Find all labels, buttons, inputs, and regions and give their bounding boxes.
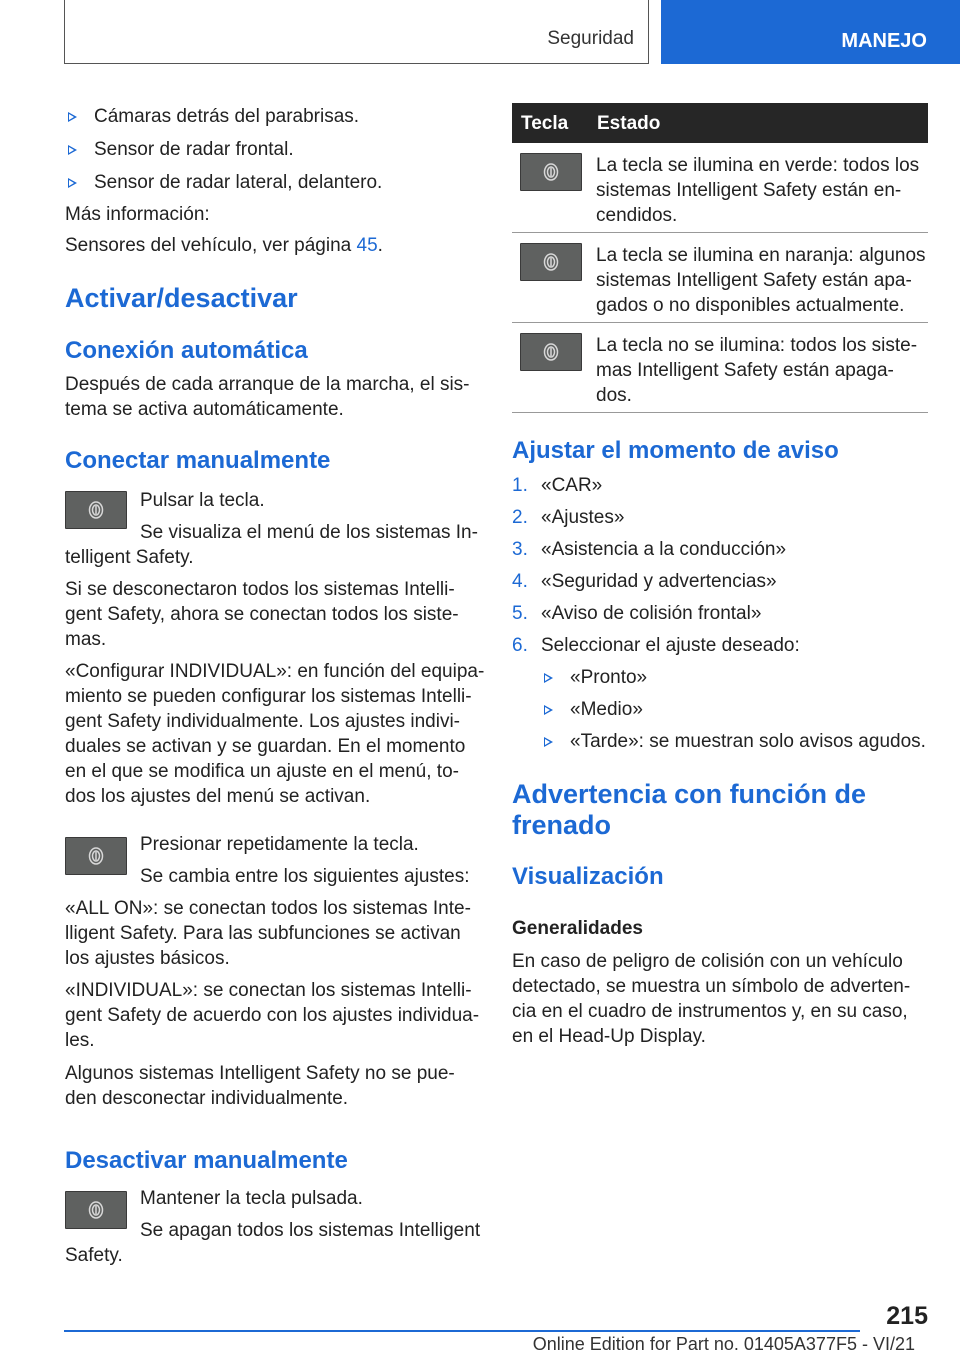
bullet-item: Cámaras detrás del parabrisas. [65, 104, 359, 129]
table-cell-state: La tecla no se ilumina: todos los siste- mas Intelligent Safety están apaga- dos. [596, 335, 918, 406]
more-info-text: Sensores del vehículo, ver página 45. [65, 235, 383, 256]
heading-conectar: Conectar manualmente [65, 447, 331, 474]
key-step-text: Presionar repetidamente la tecla. [140, 834, 419, 855]
triangle-bullet-icon [544, 705, 553, 715]
key-step-text: Safety. [65, 1245, 123, 1266]
conexion-paragraph: Después de cada arranque de la marcha, el sis- tema se activa automáticamente. [65, 374, 470, 420]
paragraph-disconnected: Si se desconectaron todos los sistemas Intelli- gent Safety, ahora se conectan todos los siste- mas. [65, 579, 459, 650]
bullet-item: Sensor de radar frontal. [65, 137, 294, 162]
heading-advertencia: Advertencia con función de frenado [512, 779, 867, 840]
footer-divider [64, 1330, 860, 1332]
sub-list-item: «Medio» [541, 697, 643, 722]
page-number: 215 [886, 1302, 928, 1330]
key-step-text: Mantener la tecla pulsada. [140, 1188, 363, 1209]
heading-conexion: Conexión automática [65, 337, 308, 364]
table-cell-state: La tecla se ilumina en verde: todos los sistemas Intelligent Safety están en- cendidos. [596, 155, 920, 226]
key-instruction-connect [65, 488, 480, 568]
table-row [512, 323, 928, 413]
intelligent-safety-key-icon [65, 491, 127, 529]
table-header-col2: Estado [597, 113, 661, 134]
key-step-text: Se cambia entre los siguientes ajustes: [140, 866, 470, 887]
heading-visualizacion: Visualización [512, 863, 664, 890]
table-header [512, 103, 928, 143]
triangle-bullet-icon [68, 178, 77, 188]
header-frame [64, 0, 649, 64]
triangle-bullet-icon [68, 145, 77, 155]
paragraph-algunos: Algunos sistemas Intelligent Safety no se pue- den desconectar individualmente. [65, 1063, 455, 1109]
table-header-col1: Tecla [521, 113, 569, 134]
key-instruction-press [65, 832, 480, 892]
header-section-title: Seguridad [547, 28, 634, 49]
paragraph-configurar: «Configurar INDIVIDUAL»: en función del equipa- miento se pueden configurar los sistemas Intelli- gent Safety individualmente. Los ajustes indivi- duales se activan y se guardan. En el momento en el que se modifica un ajuste en el menú, to- dos los ajustes del menú se activan. [65, 661, 485, 807]
table-cell-state: La tecla se ilumina en naranja: algunos sistemas Intelligent Safety están apa- gados o no disponibles actualmente. [596, 245, 926, 316]
intelligent-safety-key-icon [65, 837, 127, 875]
heading-activar: Activar/desactivar [65, 283, 298, 313]
intelligent-safety-key-icon [520, 333, 582, 371]
triangle-bullet-icon [544, 737, 553, 747]
heading-ajustar: Ajustar el momento de aviso [512, 437, 839, 464]
intelligent-safety-key-icon [520, 153, 582, 191]
intelligent-safety-key-icon [65, 1191, 127, 1229]
paragraph-individual: «INDIVIDUAL»: se conectan los sistemas Intelli- gent Safety de acuerdo con los ajustes individua- les. [65, 980, 480, 1051]
heading-desactivar: Desactivar manualmente [65, 1147, 348, 1174]
bullet-item: Sensor de radar lateral, delantero. [65, 170, 382, 195]
triangle-bullet-icon [68, 112, 77, 122]
key-step-text: Pulsar la tecla. [140, 490, 265, 511]
header-chapter-tab [661, 0, 960, 64]
key-instruction-hold [65, 1186, 480, 1266]
table-row [512, 143, 928, 233]
paragraph-generalidades: En caso de peligro de colisión con un vehículo detectado, se muestra un símbolo de adverten- cia en el cuadro de instrumentos y, en su caso, en el Head-Up Display. [512, 951, 911, 1047]
more-info-label: Más información: [65, 204, 210, 225]
table-row [512, 233, 928, 323]
intelligent-safety-key-icon [520, 243, 582, 281]
triangle-bullet-icon [544, 673, 553, 683]
page-link[interactable]: 45 [356, 235, 378, 256]
key-step-text: telligent Safety. [65, 547, 194, 568]
paragraph-allon: «ALL ON»: se conectan todos los sistemas Inte- lligent Safety. Para las subfunciones se activan los ajustes básicos. [65, 898, 471, 969]
heading-generalidades: Generalidades [512, 918, 643, 939]
footer-edition: Online Edition for Part no. 01405A377F5 - VI/21 [532, 1334, 915, 1354]
key-step-text: Se visualiza el menú de los sistemas In- [140, 522, 478, 543]
header-chapter-label: MANEJO [841, 29, 927, 52]
sub-list-item: «Tarde»: se muestran solo avisos agudos. [541, 729, 926, 754]
key-step-text: Se apagan todos los sistemas Intelligent [140, 1220, 481, 1241]
sub-list-item: «Pronto» [541, 665, 647, 690]
